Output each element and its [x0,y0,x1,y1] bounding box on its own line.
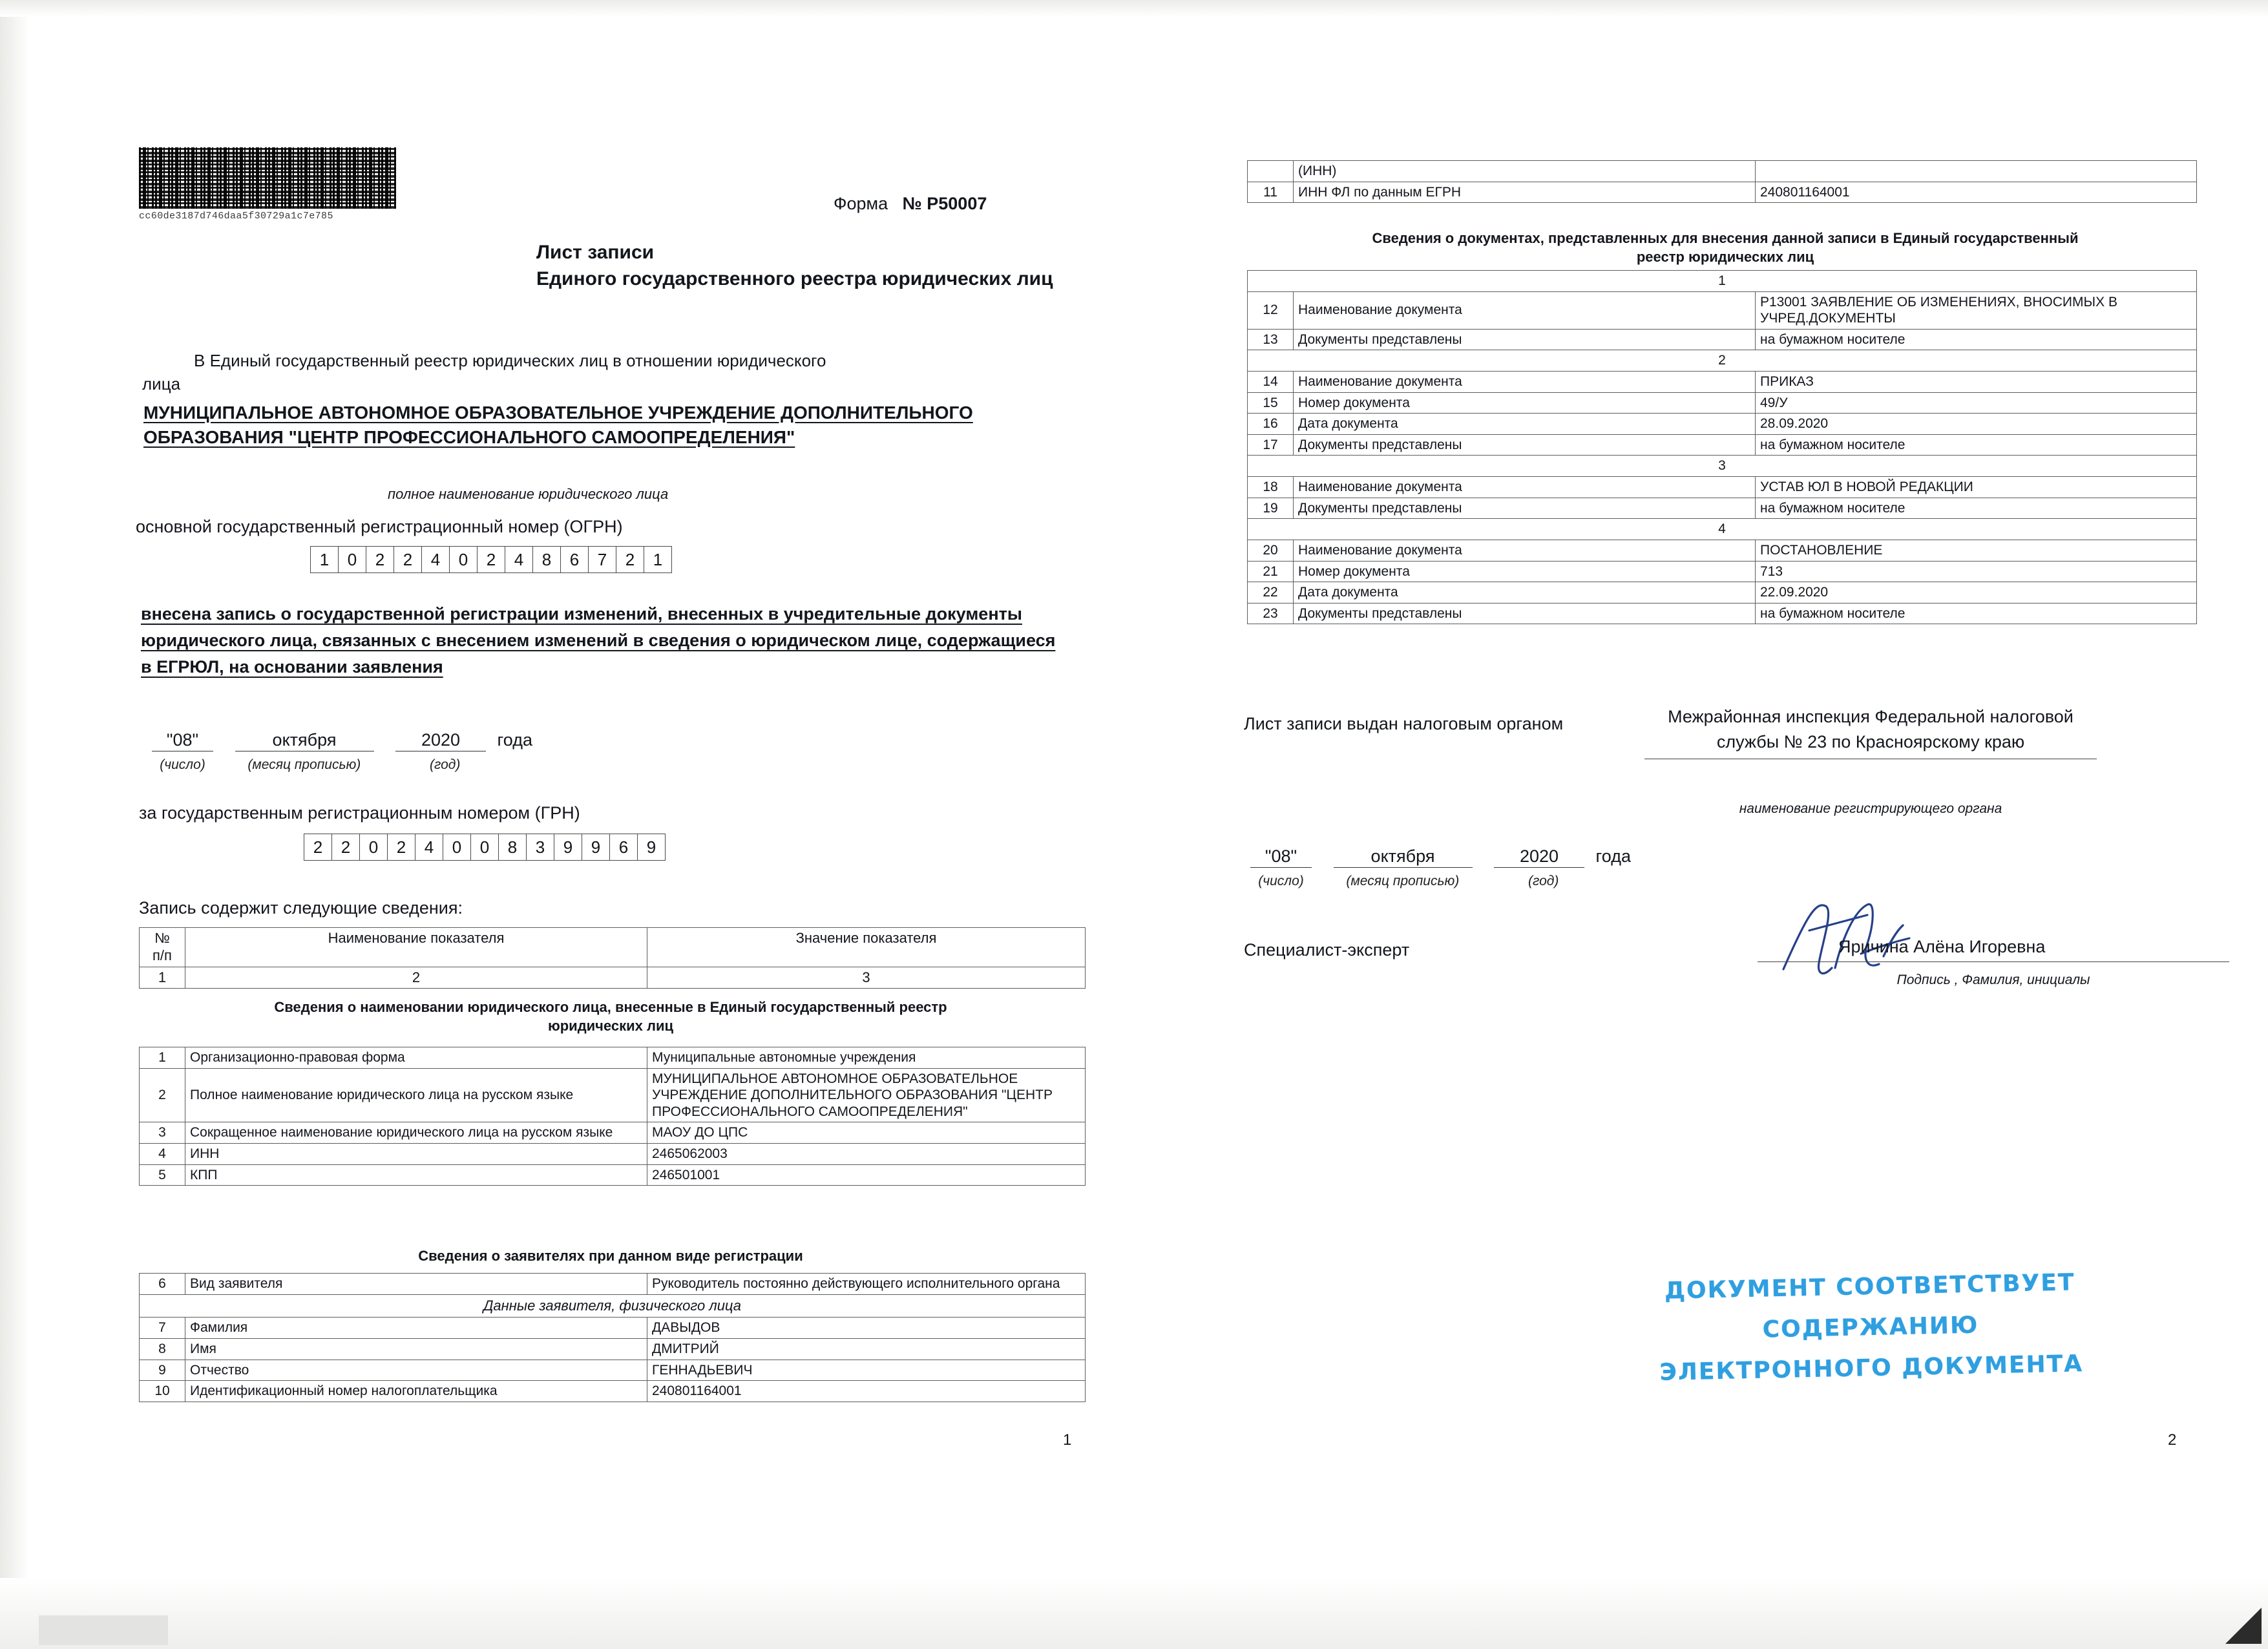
row-value: ГЕННАДЬЕВИЧ [647,1360,1086,1381]
table-inn-continued [1247,160,2197,203]
row-value: 240801164001 [1756,182,2197,203]
row-number: 5 [140,1164,185,1186]
table-row [140,1164,1086,1186]
record-date-year: 2020 [395,730,486,751]
issuance-date-year: 2020 [1494,846,1584,868]
doc-group-number: 3 [1248,456,2197,477]
col-indicator-header: Наименование показателя [185,928,647,967]
record-statement: внесена запись о государственной регистрации изменений, внесенных в учредительные документы юридического лица, связанных с внесением изменений в сведения о юридическом лице, содержащиеся в ЕГРЮЛ, на основании заявления [141,604,1056,677]
form-label: Форма [834,194,888,213]
table-row [140,1068,1086,1122]
row-number: 9 [140,1360,185,1381]
grn-digit: 9 [582,834,609,861]
table-row [1248,561,2197,582]
caption-day: (число) [160,757,205,772]
row-label: Наименование документа [1294,291,1756,329]
table-group-header [1248,271,2197,292]
row-label: Фамилия [185,1318,647,1339]
row-label: Полное наименование юридического лица на русском языке [185,1068,647,1122]
ogrn-digit-boxes [310,546,672,573]
row-label: ИНН [185,1144,647,1165]
col-value-header: Значение показателя [647,928,1086,967]
row-label: Документы представлены [1294,434,1756,456]
row-value: Р13001 ЗАЯВЛЕНИЕ ОБ ИЗМЕНЕНИЯХ, ВНОСИМЫХ В УЧРЕД.ДОКУМЕНТЫ [1756,291,2197,329]
row-value: МУНИЦИПАЛЬНОЕ АВТОНОМНОЕ ОБРАЗОВАТЕЛЬНОЕ УЧРЕЖДЕНИЕ ДОПОЛНИТЕЛЬНОГО ОБРАЗОВАНИЯ "ЦЕНТР ПРОФЕССИОНАЛЬНОГО САМООПРЕДЕЛЕНИЯ" [647,1068,1086,1122]
issuance-date-day: "08" [1250,846,1312,868]
row-value: Муниципальные автономные учреждения [647,1047,1086,1069]
grn-digit: 2 [331,834,359,861]
row-number: 22 [1248,582,1294,604]
record-date-captions [152,757,494,773]
row-number: 23 [1248,603,1294,624]
grn-digit: 0 [359,834,387,861]
row-number: 6 [140,1274,185,1295]
page-number-left: 1 [1063,1431,1072,1449]
table-documents [1247,270,2197,624]
row-label: Сокращенное наименование юридического лица на русском языке [185,1122,647,1144]
table-row [140,1360,1086,1381]
table-subheader-row [140,1294,1086,1318]
row-value: ПОСТАНОВЛЕНИЕ [1756,540,2197,561]
issued-by-label: Лист записи выдан налоговым органом [1244,714,1564,733]
page-number-right: 2 [2168,1431,2177,1449]
row-number: 1 [140,1047,185,1069]
stamp-line-3: ЭЛЕКТРОННОГО ДОКУМЕНТА [1659,1350,2084,1386]
ogrn-digit: 0 [449,546,477,573]
table-row [1248,603,2197,624]
col-number-header-line1: № [154,930,170,946]
organization-name: МУНИЦИПАЛЬНОЕ АВТОНОМНОЕ ОБРАЗОВАТЕЛЬНОЕ УЧРЕЖДЕНИЕ ДОПОЛНИТЕЛЬНОГО ОБРАЗОВАНИЯ "ЦЕНТР ПРОФЕССИОНАЛЬНОГО САМООПРЕДЕЛЕНИЯ" [143,403,973,447]
col-index-1: 1 [140,967,185,989]
doc-group-number: 1 [1248,271,2197,292]
row-value: на бумажном носителе [1756,498,2197,519]
row-label: Документы представлены [1294,498,1756,519]
table-row [1248,161,2197,182]
grn-digit: 2 [304,834,331,861]
ogrn-digit: 4 [505,546,532,573]
certification-stamp [1601,1261,2140,1394]
issuance-date-month: октября [1334,846,1473,868]
row-number: 7 [140,1318,185,1339]
signature-line [1758,961,2229,962]
ogrn-digit: 0 [338,546,366,573]
caption-month: (месяц прописью) [247,757,361,772]
barcode [139,147,397,222]
table-row [140,1318,1086,1339]
col-number-header-line2: п/п [152,947,172,963]
ogrn-digit: 7 [588,546,616,573]
signature-caption: Подпись , Фамилия, инициалы [1896,972,2090,987]
row-label: ИНН ФЛ по данным ЕГРН [1294,182,1756,203]
grn-digit: 9 [637,834,666,861]
grn-digit: 9 [554,834,582,861]
ogrn-digit: 2 [616,546,644,573]
table-row [140,1381,1086,1402]
grn-digit: 6 [609,834,637,861]
col-number-header [140,928,185,967]
row-value: 28.09.2020 [1756,414,2197,435]
row-label: Имя [185,1339,647,1360]
row-number: 12 [1248,291,1294,329]
row-number: 13 [1248,329,1294,350]
table-group-header [1248,519,2197,540]
section-docs-caption-line1: Сведения о документах, представленных для внесения данной записи в Единый государственный [1372,230,2079,246]
doc-group-number: 2 [1248,350,2197,372]
row-value: 713 [1756,561,2197,582]
table-group-header [1248,350,2197,372]
row-value: 49/У [1756,392,2197,414]
ogrn-digit: 1 [310,546,338,573]
row-value: ДАВЫДОВ [647,1318,1086,1339]
table-row [140,1122,1086,1144]
row-label: Отчество [185,1360,647,1381]
row-label: Номер документа [1294,561,1756,582]
caption-year: (год) [429,757,461,772]
page-title-line2: Единого государственного реестра юридических лиц [536,268,1053,290]
table-row [1248,329,2197,350]
caption-day: (число) [1258,874,1304,888]
form-number [834,194,987,214]
intro-line2: лица [142,374,181,394]
issuance-date-captions [1250,874,1592,889]
row-value: 240801164001 [647,1381,1086,1402]
row-number: 17 [1248,434,1294,456]
tax-authority-name: Межрайонная инспекция Федеральной налоговой службы № 23 по Красноярскому краю [1644,704,2097,759]
doc-group-number: 4 [1248,519,2197,540]
row-number: 3 [140,1122,185,1144]
table-row [1248,392,2197,414]
row-label: Организационно-правовая форма [185,1047,647,1069]
row-label: Вид заявителя [185,1274,647,1295]
section-docs-caption [1260,229,2190,266]
grn-digit: 8 [498,834,526,861]
row-number: 2 [140,1068,185,1122]
record-contains-label: Запись содержит следующие сведения: [139,898,463,918]
grn-label: за государственным регистрационным номером (ГРН) [139,803,580,823]
tax-authority-caption: наименование регистрирующего органа [1739,801,2002,816]
row-label: Документы представлены [1294,329,1756,350]
row-value: 246501001 [647,1164,1086,1186]
row-number: 14 [1248,372,1294,393]
page-title [536,239,1053,293]
ogrn-digit: 8 [532,546,560,573]
section-name-caption-line1: Сведения о наименовании юридического лица, внесенные в Единый государственный реестр [274,999,947,1015]
signer-name: Яричина Алёна Игоревна [1838,937,2046,956]
form-number-value: № Р50007 [902,194,987,213]
section-docs-caption-line2: реестр юридических лиц [1636,248,1814,265]
row-label: Дата документа [1294,414,1756,435]
section-name-caption [174,998,1047,1035]
row-value: на бумажном носителе [1756,434,2197,456]
table-row [1248,182,2197,203]
row-number-empty [1248,161,1294,182]
col-index-2: 2 [185,967,647,989]
grn-digit: 3 [526,834,554,861]
row-label: Наименование документа [1294,540,1756,561]
stamp-line-2: СОДЕРЖАНИЮ [1762,1312,1979,1343]
inn-continued-label: (ИНН) [1294,161,1756,182]
ogrn-digit: 2 [394,546,421,573]
row-number: 10 [140,1381,185,1402]
ogrn-digit: 6 [560,546,588,573]
table-row [140,1144,1086,1165]
row-value: ДМИТРИЙ [647,1339,1086,1360]
ogrn-digit: 2 [366,546,394,573]
grn-digit-boxes [304,834,666,861]
barcode-image [139,147,396,209]
grn-digit: 4 [415,834,443,861]
applicant-subcaption: Данные заявителя, физического лица [140,1294,1086,1318]
organization-name-caption: полное наименование юридического лица [388,486,669,502]
caption-month: (месяц прописью) [1346,874,1460,888]
table-legal-entity-name [139,1047,1086,1186]
row-label: Идентификационный номер налогоплательщика [185,1381,647,1402]
row-label: Наименование документа [1294,477,1756,498]
row-label: Наименование документа [1294,372,1756,393]
issuance-date-year-suffix: года [1595,846,1631,866]
record-date-year-suffix: года [497,730,532,750]
caption-year: (год) [1528,874,1559,888]
table-row [1248,540,2197,561]
table-row [140,1339,1086,1360]
grn-digit: 0 [443,834,470,861]
row-number: 15 [1248,392,1294,414]
table-row [140,1274,1086,1295]
table-row [1248,498,2197,519]
row-number: 4 [140,1144,185,1165]
record-date [152,730,532,751]
table-row [140,1047,1086,1069]
record-date-day: "08" [152,730,213,751]
intro-text [142,349,1098,396]
row-number: 18 [1248,477,1294,498]
col-index-3: 3 [647,967,1086,989]
scan-edge-top [0,0,2268,17]
table-row [1248,477,2197,498]
row-number: 21 [1248,561,1294,582]
signer-position: Специалист-эксперт [1244,940,1410,960]
row-number: 8 [140,1339,185,1360]
ogrn-digit: 4 [421,546,449,573]
barcode-text: cc60de3187d746daa5f30729a1c7e785 [139,211,333,222]
row-number: 11 [1248,182,1294,203]
ogrn-label: основной государственный регистрационный номер (ОГРН) [136,517,623,536]
row-value: УСТАВ ЮЛ В НОВОЙ РЕДАКЦИИ [1756,477,2197,498]
table-row [1248,582,2197,604]
row-value-empty [1756,161,2197,182]
section-name-caption-line2: юридических лиц [547,1017,674,1034]
row-number: 16 [1248,414,1294,435]
scan-edge-left [0,0,30,1649]
ogrn-digit: 2 [477,546,505,573]
scan-artifact-strip [39,1615,168,1645]
row-value: на бумажном носителе [1756,603,2197,624]
ogrn-digit: 1 [644,546,672,573]
table-row [1248,434,2197,456]
row-label: Номер документа [1294,392,1756,414]
grn-digit: 2 [387,834,415,861]
table-row [140,967,1086,989]
table-group-header [1248,456,2197,477]
page-title-line1: Лист записи [536,242,655,263]
row-label: Документы представлены [1294,603,1756,624]
section-applicants-caption: Сведения о заявителях при данном виде регистрации [418,1248,803,1264]
intro-line1: В Единый государственный реестр юридических лиц в отношении юридического [194,351,826,370]
stamp-line-1: ДОКУМЕНТ СООТВЕТСТВУЕТ [1664,1269,2075,1305]
row-number: 19 [1248,498,1294,519]
table-applicants [139,1273,1086,1402]
row-value: Руководитель постоянно действующего исполнительного органа [647,1274,1086,1295]
row-value: 2465062003 [647,1144,1086,1165]
table-row [1248,414,2197,435]
record-date-month: октября [235,730,374,751]
table-row [1248,291,2197,329]
scan-edge-bottom [0,1578,2268,1649]
row-value: на бумажном носителе [1756,329,2197,350]
table-row [140,928,1086,967]
issuance-date [1250,846,1631,868]
row-label: КПП [185,1164,647,1186]
row-value: МАОУ ДО ЦПС [647,1122,1086,1144]
row-value: ПРИКАЗ [1756,372,2197,393]
page-corner-fold [2225,1608,2262,1644]
table-header-legend [139,927,1086,989]
grn-digit: 0 [470,834,498,861]
table-row [1248,372,2197,393]
row-value: 22.09.2020 [1756,582,2197,604]
row-number: 20 [1248,540,1294,561]
row-label: Дата документа [1294,582,1756,604]
